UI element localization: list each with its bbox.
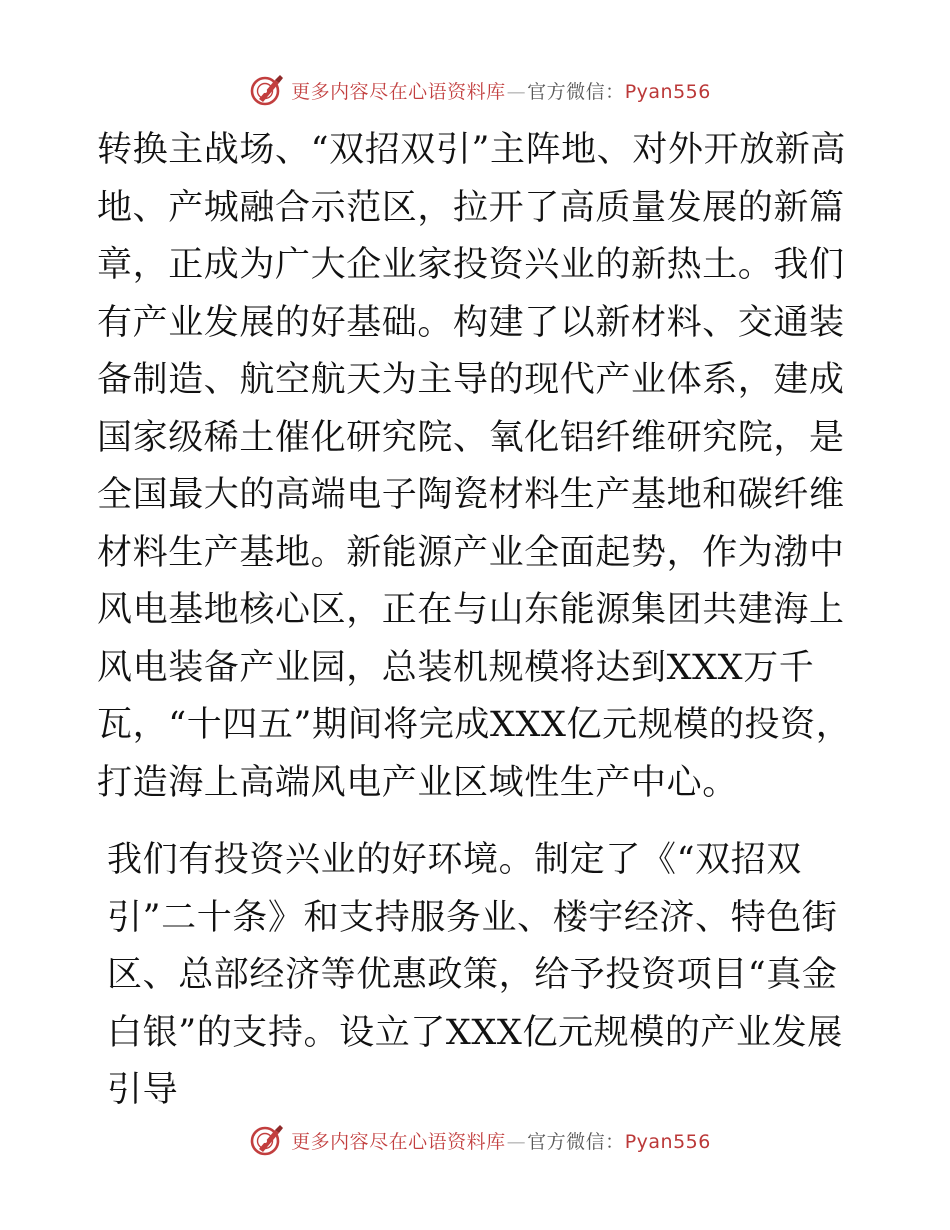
footer-site-text: 更多内容尽在心语资料库: [291, 1130, 506, 1153]
body-paragraph-2: 我们有投资兴业的好环境。制定了《“双招双引”二十条》和支持服务业、楼宇经济、特色街区、总部经济等优惠政策，给予投资项目“真金白银”的支持。设立了XXX亿元规模的产业发展引导: [107, 840, 843, 1110]
header-site-text: 更多内容尽在心语资料库: [291, 80, 506, 103]
footer-watermark: [0, 1120, 950, 1160]
header-watermark: [0, 70, 950, 110]
footer-watermark-content: [249, 1122, 711, 1158]
footer-wechat-id: Pyan556: [624, 1130, 711, 1153]
pen-logo-icon: [249, 1122, 285, 1158]
footer-dash: —: [506, 1130, 527, 1153]
header-watermark-content: [249, 72, 711, 108]
header-watermark-text: [291, 77, 711, 104]
pen-logo-icon: [249, 72, 285, 108]
header-dash: —: [506, 80, 527, 103]
footer-watermark-text: [291, 1127, 711, 1154]
footer-wechat-label: 官方微信：: [527, 1130, 625, 1153]
header-wechat-id: Pyan556: [624, 80, 711, 103]
header-wechat-label: 官方微信：: [527, 80, 625, 103]
document-body: [97, 122, 857, 1120]
body-paragraph-1: 转换主战场、“双招双引”主阵地、对外开放新高地、产城融合示范区，拉开了高质量发展的新篇章，正成为广大企业家投资兴业的新热土。我们有产业发展的好基础。构建了以新材料、交通装备制造、航空航天为主导的现代产业体系，建成国家级稀土催化研究院、氧化铝纤维研究院，是全国最大的高端电子陶瓷材料生产基地和碳纤维材料生产基地。新能源产业全面起势，作为渤中风电基地核心区，正在与山东能源集团共建海上风电装备产业园，总装机规模将达到XXX万千瓦，“十四五”期间将完成XXX亿元规模的投资，打造海上高端风电产业区域性生产中心。: [97, 130, 852, 803]
